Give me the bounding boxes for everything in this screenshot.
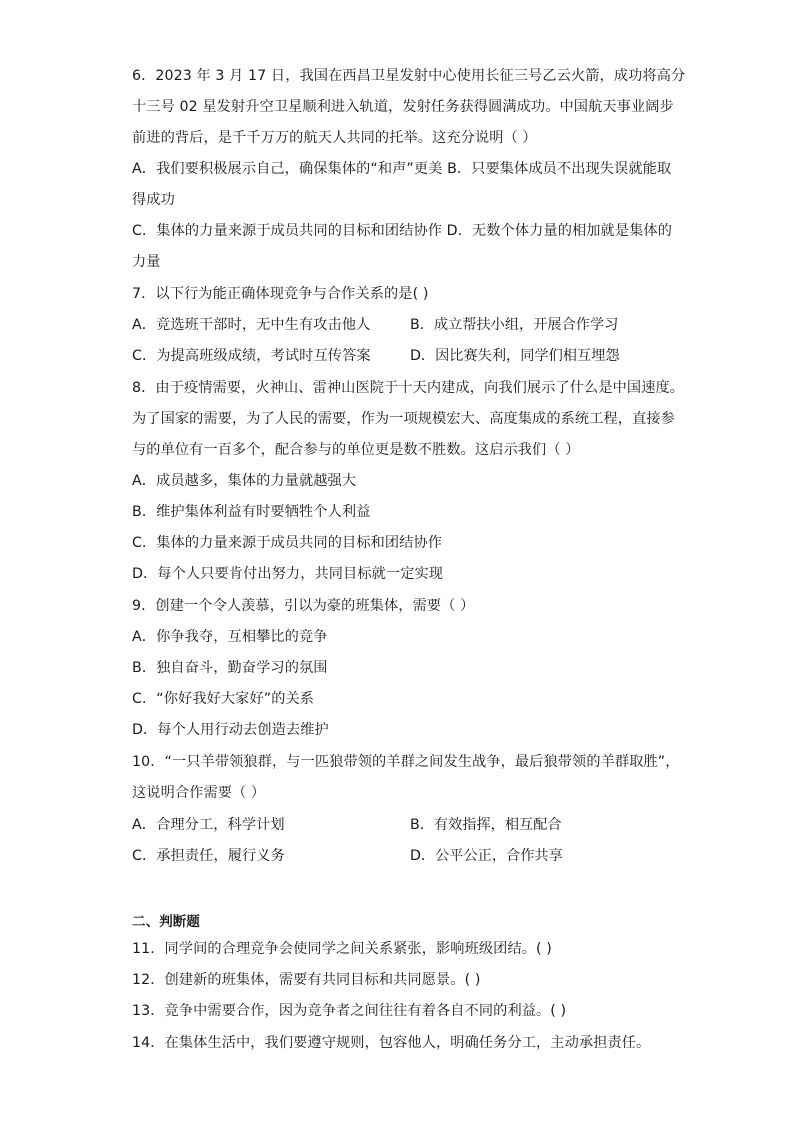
q10-option-a: A．合理分工，科学计划 bbox=[132, 817, 285, 833]
q10-line-2: 这说明合作需要（ ） bbox=[132, 785, 266, 801]
q8-option-d: D．每个人只要肯付出努力，共同目标就一定实现 bbox=[132, 566, 444, 582]
q7-stem: 7．以下行为能正确体现竞争与合作关系的是( ) bbox=[132, 286, 429, 302]
q9-option-b: B．独自奋斗，勤奋学习的氛围 bbox=[132, 660, 328, 676]
q9-option-d: D．每个人用行动去创造去维护 bbox=[132, 722, 329, 738]
q6-line-5: 得成功 bbox=[132, 192, 175, 208]
q7-option-d: D．因比赛失利，同学们相互埋怨 bbox=[410, 348, 620, 364]
q7-option-b: B．成立帮扶小组，开展合作学习 bbox=[410, 317, 619, 333]
q6-line-2: 十三号 02 星发射升空卫星顺利进入轨道，发射任务获得圆满成功。中国航天事业阔步 bbox=[132, 99, 674, 115]
q8-option-a: A．成员越多，集体的力量就越强大 bbox=[132, 473, 357, 489]
section-heading-judgement: 二、判断题 bbox=[132, 914, 200, 930]
q10-option-b: B．有效指挥，相互配合 bbox=[410, 817, 562, 833]
q6-line-3: 前进的背后，是千千万万的航天人共同的托举。这充分说明（ ） bbox=[132, 130, 537, 146]
q8-line-1: 8．由于疫情需要，火神山、雷神山医院于十天内建成，向我们展示了什么是中国速度。 bbox=[132, 380, 685, 396]
q13-item: 13．竞争中需要合作，因为竞争者之间往往有着各自不同的利益。( ) bbox=[132, 1003, 567, 1019]
q6-line-6: C．集体的力量来源于成员共同的目标和团结协作 D．无数个体力量的相加就是集体的 bbox=[132, 223, 672, 239]
q6-line-1: 6．2023 年 3 月 17 日，我国在西昌卫星发射中心使用长征三号乙云火箭，成功将高分 bbox=[132, 68, 686, 84]
q7-option-c: C．为提高班级成绩，考试时互传答案 bbox=[132, 348, 371, 364]
q9-option-a: A．你争我夺，互相攀比的竞争 bbox=[132, 629, 328, 645]
q8-option-c: C．集体的力量来源于成员共同的目标和团结协作 bbox=[132, 535, 443, 551]
q8-option-b: B．维护集体利益有时要牺牲个人利益 bbox=[132, 504, 371, 520]
q10-line-1: 10．“一只羊带领狼群，与一匹狼带领的羊群之间发生战争，最后狼带领的羊群取胜”， bbox=[132, 754, 680, 770]
q14-item: 14．在集体生活中，我们要遵守规则，包容他人，明确任务分工，主动承担责任。 bbox=[132, 1035, 651, 1051]
q8-line-3: 与的单位有一百多个，配合参与的单位更是数不胜数。这启示我们（ ） bbox=[132, 442, 580, 458]
q12-item: 12．创建新的班集体，需要有共同目标和共同愿景。( ) bbox=[132, 972, 481, 988]
q10-option-d: D．公平公正，合作共享 bbox=[410, 848, 563, 864]
q10-option-c: C．承担责任，履行义务 bbox=[132, 848, 285, 864]
q8-line-2: 为了国家的需要，为了人民的需要，作为一项规模宏大、高度集成的系统工程，直接参 bbox=[132, 411, 675, 427]
q6-line-7: 力量 bbox=[132, 254, 161, 270]
q11-item: 11．同学间的合理竞争会使同学之间关系紧张，影响班级团结。( ) bbox=[132, 941, 552, 957]
q6-line-4: A．我们要积极展示自己，确保集体的“和声”更美 B．只要集体成员不出现失误就能取 bbox=[132, 161, 672, 177]
q9-stem: 9．创建一个令人羡慕，引以为豪的班集体，需要（ ） bbox=[132, 598, 475, 614]
q7-option-a: A．竞选班干部时，无中生有攻击他人 bbox=[132, 317, 371, 333]
q9-option-c: C．“你好我好大家好”的关系 bbox=[132, 691, 315, 707]
